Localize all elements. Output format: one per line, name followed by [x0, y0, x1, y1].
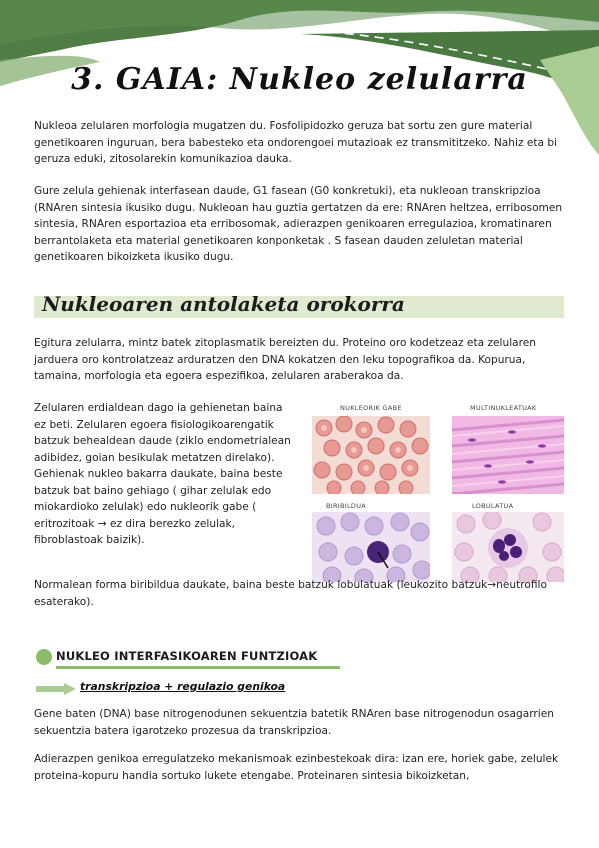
image-label: NUKLEORIK GABE	[340, 404, 402, 412]
section1-paragraph-1: Egitura zelularra, mintz batek zitoplasmatik bereizten du. Proteino oro kodetzeaz eta zelularen jarduera oro kontrolatzeaz arduratzen den DNA kokatzen den leku topografikoa da. Kopurua, tamaina, morfologia eta egoera espezifikoa, zelularen araberakoa da.	[34, 337, 536, 382]
image-label: BIRIBILDUA	[326, 502, 367, 510]
bullet-dot-icon	[36, 649, 52, 665]
page-title: 3. GAIA: Nukleo zelularra	[71, 62, 528, 97]
image-label: MULTINUKLEATUAK	[470, 404, 537, 412]
subheading-transkripzioa: transkripzioa + regulazio genikoa	[80, 680, 286, 693]
intro-paragraph-2: Gure zelula gehienak interfasean daude, G1 fasean (G0 konkretuki), eta nukleoan transkripzioa (RNAren sintesia ikusiko dugu. Nukleoan hau guztia gertatzen da ere: RNAren heltzea, erribosomen sintesia, RNAren esportazioa eta erribosomak, adierazpen genikoaren erregulazioa, kromatinaren berrantolaketa eta material genetikoaren konponketak . S fasean dauden zeluletan material genetikoaren bikoizketa ikusiko dugu.	[34, 185, 563, 263]
muscle-fibers-micrograph-icon	[452, 416, 564, 494]
section2-paragraph-1: Gene baten (DNA) base nitrogenodunen sekuentzia batetik RNAren base nitrogenodun osagarrien sekuentzia batera igarotzeko prozesua da transkripzioa.	[34, 708, 554, 737]
section1-paragraph-2: Zelularen erdialdean dago ia gehienetan baina ez beti. Zelularen egoera fisiologikoarengatik batzuk behealdean daude (ziklo endometrialean adibidez, goian besikulak metatzen direlako). Gehienak nukleo bakarra daukate, baina beste batzuk bat baino gehiago ( gihar zelulak edo miokardioko zelulak) edo nukleorik gabe ( eritrozitoak → ez dira berezko zelulak, fibroblastoak baizik).	[34, 402, 291, 546]
section-heading-antolaketa: Nukleoaren antolaketa orokorra	[42, 292, 405, 316]
image-label: LOBULATUA	[472, 502, 514, 510]
round-nucleus-micrograph-icon	[312, 512, 430, 582]
functions-section-header	[34, 645, 334, 671]
erythrocytes-micrograph-icon	[312, 416, 430, 494]
section1-paragraph-3: Normalean forma biribildua daukate, baina beste batzuk lobulatuak (leukozito batzuk→neutrofilo esaterako).	[34, 579, 547, 608]
lobulated-nucleus-micrograph-icon	[452, 512, 564, 582]
arrow-right-icon	[36, 683, 76, 695]
intro-paragraph-1: Nukleoa zelularen morfologia mugatzen du. Fosfolipidozko geruza bat sortu zen gure material genetikoaren inguruan, bera babesteko eta ondorengoei mutazioak ez transmititzeko. Nahiz eta bi geruza eduki, zitosolarekin komunikazioa dauka.	[34, 120, 558, 165]
section2-paragraph-2: Adierazpen genikoa erregulatzeko mekanismoak ezinbestekoak dira: izan ere, horiek gabe, zelulek proteina-kopuru handia sortuko lukete etengabe. Proteinaren sintesia bikoizketan,	[34, 753, 559, 782]
nucleus-types-figure	[306, 400, 568, 585]
section-heading-funtzioak: NUKLEO INTERFASIKOAREN FUNTZIOAK	[56, 649, 318, 663]
heading-underline	[56, 666, 340, 669]
